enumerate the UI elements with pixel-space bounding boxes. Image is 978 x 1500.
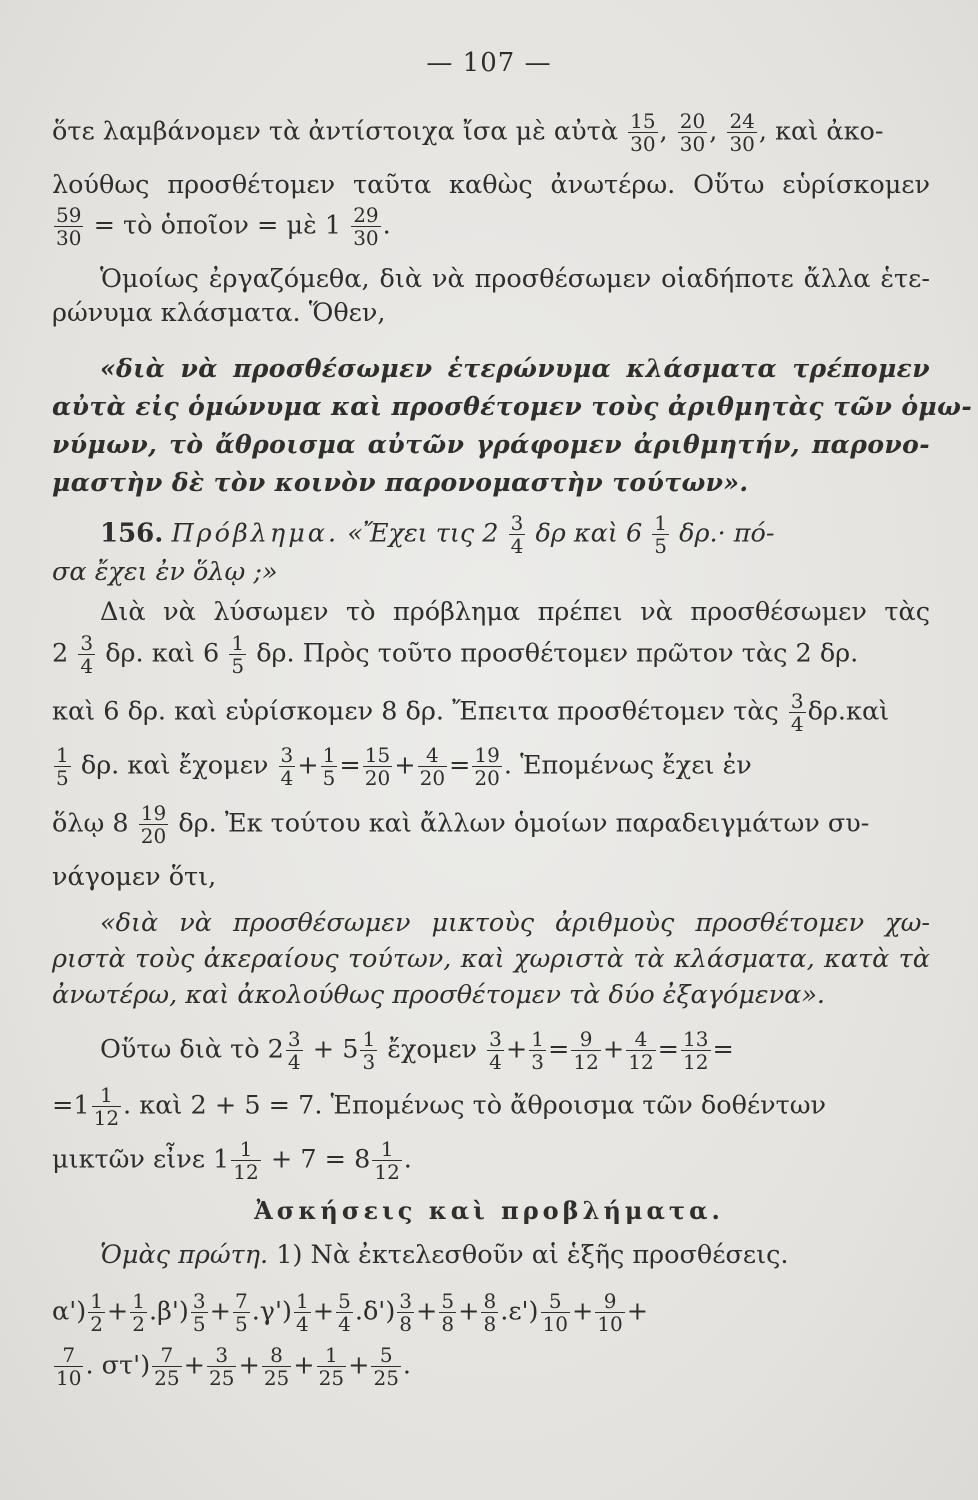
fraction: $\frac{1}{5}$ (322, 743, 336, 790)
fraction: $\frac{20}{30}$ (679, 109, 706, 156)
fraction: $\frac{1}{12}$ (93, 1083, 120, 1130)
text: , καὶ ἀκο- (758, 116, 884, 147)
fraction: $\frac{1}{2}$ (132, 1289, 146, 1336)
text-line: ὅλῳ 8 $\frac{19}{20}$ δρ. Ἐκ τούτου καὶ ἄλλων ὁμοίων παραδειγμάτων συ- (52, 801, 870, 848)
text-line: ρώνυμα κλάσματα. Ὅθεν, (52, 298, 386, 328)
fraction: $\frac{8}{8}$ (483, 1289, 497, 1336)
rule-line: αὐτὰ εἰς ὁμώνυμα καὶ προσθέτομεν τοὺς ἀριθμητὰς τῶν ὁμω- (52, 392, 973, 421)
problem-label: Πρόβλημα. (171, 518, 340, 549)
fraction: $\frac{9}{10}$ (597, 1289, 623, 1336)
fraction: $\frac{3}{4}$ (510, 511, 524, 558)
fraction: $\frac{3}{4}$ (790, 689, 804, 736)
fraction: $\frac{59}{30}$ (56, 203, 82, 250)
rule-line: «διὰ νὰ προσθέσωμεν μικτοὺς ἀριθμοὺς προσθέτομεν χω- (100, 908, 930, 938)
text: «Ἔχει τις 2 (347, 518, 499, 549)
text-line: $\frac{59}{30}$ = τὸ ὁποῖον = μὲ 1 $\frac{29}{30}$ . (56, 203, 391, 250)
fraction: $\frac{3}{4}$ (80, 631, 94, 678)
problem-line (52, 512, 930, 557)
fraction: $\frac{3}{5}$ (192, 1289, 206, 1336)
page-number: — 107 — (426, 48, 552, 78)
fraction: $\frac{24}{30}$ (729, 109, 755, 156)
fraction: $\frac{1}{25}$ (318, 1343, 345, 1390)
text-line: νάγομεν ὅτι, (52, 862, 217, 892)
fraction: $\frac{19}{20}$ (140, 801, 167, 848)
text-line: 2 $\frac{3}{4}$ δρ. καὶ 6 $\frac{1}{5}$ δρ. Πρὸς τοῦτο προσθέτομεν πρῶτον τὰς 2 δρ. (52, 631, 859, 678)
fraction: $\frac{5}{8}$ (441, 1289, 455, 1336)
fraction: $\frac{1}{5}$ (56, 743, 69, 790)
fraction: $\frac{5}{25}$ (373, 1343, 399, 1390)
rule-line: «διὰ νὰ προσθέσωμεν ἑτερώνυμα κλάσματα τρέπομεν (100, 354, 930, 383)
exercise-line: $\frac{7}{10}$ . στ') $\frac{7}{25}$ + $\frac{3}{25}$ + $\frac{8}{25}$ + $\frac{1}{25}$ + $\frac{5}{25}$ . (56, 1343, 412, 1390)
text-line: σα ἔχει ἐν ὅλῳ ;» (52, 557, 278, 587)
fraction: $\frac{3}{25}$ (208, 1343, 235, 1390)
rule-line: ἀνωτέρω, καὶ ἀκολούθως προσθέτομεν τὰ δύο ἐξαγόμενα». (52, 980, 826, 1010)
fraction: $\frac{5}{10}$ (542, 1289, 568, 1336)
exercise-line: α') $\frac{1}{2}$ + $\frac{1}{2}$ .β') $\frac{3}{5}$ + $\frac{7}{5}$ .γ') $\frac{1}{4}$ + $\frac{5}{4}$ .δ') $\frac{3}{8}$ + $\frac{5}{8}$ + $\frac{8}{8}$ .ε') $\frac{5}{10}$ + $\frac{9}{10}$ + (52, 1289, 649, 1336)
text-line: =1 $\frac{1}{12}$ . καὶ 2 + 5 = 7. Ἑπομένως τὸ ἄθροισμα τῶν δοθέντων (52, 1083, 827, 1130)
fraction: $\frac{4}{12}$ (628, 1027, 654, 1074)
text: δρ.· πό- (679, 518, 775, 549)
text-line: $\frac{1}{5}$ δρ. καὶ ἔχομεν $\frac{3}{4}$ + $\frac{1}{5}$ = $\frac{15}{20}$ + $\frac{4}{20}$ = $\frac{19}{20}$ . Ἑπομένως ἔχει ἐν (56, 743, 752, 790)
text-line: ὅτε λαμβάνομεν τὰ ἀντίστοιχα ἴσα μὲ αὐτὰ $\frac{15}{30}$ , $\frac{20}{30}$ , $\frac{24}{30}$ , καὶ ἀκο- (52, 109, 884, 156)
text-line: Ὁμοίως ἐργαζόμεθα, διὰ νὰ προσθέσωμεν οἱαδήποτε ἄλλα ἑτε- (100, 264, 930, 294)
fraction: $\frac{9}{12}$ (573, 1027, 599, 1074)
fraction: $\frac{29}{30}$ (353, 203, 379, 250)
text-line: Ὁμὰς πρώτη. 1) Νὰ ἐκτελεσθοῦν αἱ ἑξῆς προσθέσεις. (100, 1240, 789, 1270)
fraction: $\frac{7}{25}$ (154, 1343, 180, 1390)
text-line: Οὕτω διὰ τὸ 2 $\frac{3}{4}$ + 5 $\frac{1}{3}$ ἔχομεν $\frac{3}{4}$ + $\frac{1}{3}$ = $\frac{9}{12}$ + $\frac{4}{12}$ = $\frac{13}{12}$ = (100, 1027, 734, 1074)
fraction: $\frac{1}{3}$ (362, 1027, 376, 1074)
fraction: $\frac{7}{10}$ (56, 1343, 82, 1390)
fraction: $\frac{4}{20}$ (419, 743, 446, 790)
text: δρ καὶ 6 (535, 518, 643, 549)
fraction: $\frac{1}{12}$ (374, 1137, 400, 1184)
fraction: $\frac{3}{4}$ (287, 1027, 301, 1074)
fraction: $\frac{3}{4}$ (489, 1027, 502, 1074)
fraction: $\frac{1}{3}$ (531, 1027, 545, 1074)
fraction: $\frac{7}{5}$ (234, 1289, 248, 1336)
fraction: $\frac{19}{20}$ (474, 743, 500, 790)
fraction: $\frac{13}{12}$ (683, 1027, 709, 1074)
text: ὅτε λαμβάνομεν τὰ ἀντίστοιχα ἴσα μὲ αὐτὰ (52, 116, 618, 147)
text-line: μικτῶν εἶνε 1 $\frac{1}{12}$ + 7 = 8 $\frac{1}{12}$ . (52, 1137, 412, 1184)
text-line: Διὰ νὰ λύσωμεν τὸ πρόβλημα πρέπει νὰ προσθέσωμεν τὰς (100, 597, 930, 627)
text-line: λούθως προσθέτομεν ταῦτα καθὼς ἀνωτέρω. Οὕτω εὑρίσκομεν (52, 170, 930, 200)
section-title: Ἀσκήσεις καὶ προβλήματα. (254, 1196, 724, 1225)
fraction: $\frac{1}{5}$ (231, 631, 245, 678)
fraction: $\frac{5}{4}$ (338, 1289, 351, 1336)
fraction: $\frac{8}{25}$ (263, 1343, 290, 1390)
fraction: $\frac{1}{5}$ (654, 511, 668, 558)
fraction: $\frac{1}{12}$ (233, 1137, 259, 1184)
fraction: $\frac{1}{4}$ (296, 1289, 309, 1336)
fraction: $\frac{3}{8}$ (399, 1289, 412, 1336)
text: = τὸ ὁποῖον = μὲ 1 (93, 210, 342, 241)
problem-number: 156. (100, 518, 164, 549)
fraction: $\frac{3}{4}$ (280, 743, 294, 790)
rule-line: ριστὰ τοὺς ἀκεραίους τούτων, καὶ χωριστὰ τὰ κλάσματα, κατὰ τὰ (52, 944, 930, 974)
rule-line: νύμων, τὸ ἄθροισμα αὐτῶν γράφομεν ἀριθμητήν, παρονο- (52, 430, 930, 459)
fraction: $\frac{15}{20}$ (364, 743, 391, 790)
text-line: καὶ 6 δρ. καὶ εὑρίσκομεν 8 δρ. Ἔπειτα προσθέτομεν τὰς $\frac{3}{4}$ δρ.καὶ (52, 689, 890, 736)
fraction: $\frac{1}{2}$ (90, 1289, 103, 1336)
rule-line: μαστὴν δὲ τὸν κοινὸν παρονομαστὴν τούτων». (52, 468, 749, 497)
fraction: $\frac{15}{30}$ (630, 109, 656, 156)
